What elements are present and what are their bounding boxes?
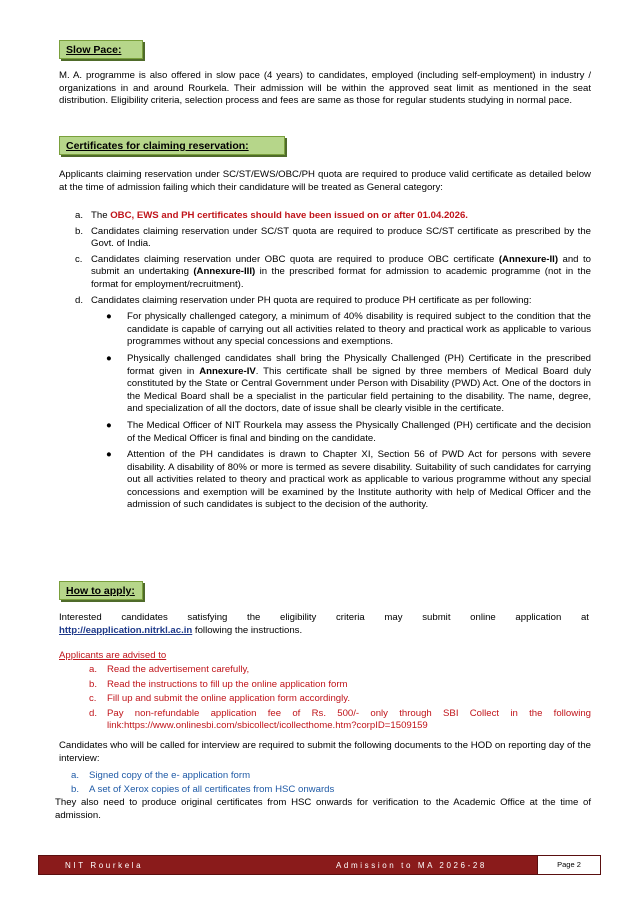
list-item [59, 664, 591, 677]
bullet-text: For physically challenged category, a minimum of 40% disability is required subject to the condition that the candidate is capable of carrying out all activities related to theory and practical work as applicable to various programmes without any special concessions and exemptions. [127, 311, 591, 348]
item-text: Candidates claiming reservation under SC/ST quota are required to produce SC/ST certificate as prescribed by the Govt. of India. [91, 225, 591, 250]
list-item [59, 226, 591, 251]
how-to-apply-intro [59, 612, 591, 637]
bullet-text: Attention of the PH candidates is drawn to Chapter XI, Section 56 of PWD Act for persons with severe disability. A disability of 80% or more is termed as severe disability. Suitability of such candidates for carrying out all activities related to theory and practical work as applicable to various programme without any special concessions and exemption will be examined by the Institute authority with help of Medical Officer and the admission of such candidates is subject to the decision of the authority. [127, 449, 591, 511]
list-marker: a. [71, 770, 80, 781]
item-text: in the prescribed format for admission to academic programme (not in the format for employment/recruitment). [91, 266, 591, 290]
item-text: Read the advertisement carefully, [107, 664, 250, 675]
certificates-list [59, 210, 591, 514]
certificates-heading: Certificates for claiming reservation: [59, 136, 285, 155]
bullet-item [59, 420, 591, 445]
list-marker: a. [89, 664, 98, 675]
list-marker: d. [75, 294, 84, 306]
interview-text: Candidates who will be called for interview are required to submit the following documents to the HOD on reporting day of the interview: [59, 740, 591, 764]
bullet-text: The Medical Officer of NIT Rourkela may assess the Physically Challenged (PH) certificate and the decision of the Medical Officer is final and binding on the candidate. [127, 419, 591, 444]
annexure-ref: (Annexure-III) [193, 266, 256, 278]
list-item [59, 679, 591, 692]
bullet-item [59, 449, 591, 512]
footer-institute: NIT Rourkela [65, 861, 144, 870]
application-link[interactable]: http://eapplication.nitrkl.ac.in [59, 624, 193, 636]
item-text: Pay non-refundable application fee of Rs. 500/- only through SBI Collect in the following link:https://www.onlinesbi.com/sbicollect/icollecthome.htm?corpID=1509159 [107, 707, 591, 732]
page-number: Page 2 [537, 856, 600, 874]
bullet-icon: ● [106, 352, 112, 364]
item-highlight: OBC, EWS and PH certificates should have been issued on or after 01.04.2026. [110, 210, 468, 221]
list-item [59, 295, 591, 308]
bullet-text: Physically challenged candidates shall bring the Physically Challenged (PH) Certificate in the prescribed format given in [127, 352, 591, 377]
slow-pace-heading: Slow Pace: [59, 40, 143, 59]
list-marker: b. [89, 678, 98, 690]
certificates-intro: Applicants claiming reservation under SC/ST/EWS/OBC/PH quota are required to produce valid certificate as detailed below at the time of admission failing which their candidature will be treated as General category: [59, 169, 591, 193]
bullet-item [59, 353, 591, 416]
bullet-item [59, 311, 591, 349]
list-marker: a. [75, 210, 84, 221]
list-item [59, 784, 591, 797]
closing-text: They also need to produce original certificates from HSC onwards for verification to the Academic Office at the time of admission. [55, 797, 591, 821]
annexure-ref: (Annexure-II) [498, 253, 559, 265]
bullet-text: . This certificate shall be signed by three members of Medical Board duly constituted by the State or Central Government under Person with Disability (PWD) Act. One of the doctors in the Medical Board shall be a specialist in the particular field pertaining to the disability. The name, degree, and specialization of all the doctors, date of issue shall be clearly visible in the certificate. [127, 365, 591, 415]
intro-text: following the instructions. [192, 624, 303, 636]
list-item [59, 254, 591, 292]
list-item [59, 210, 591, 223]
intro-text: Interested candidates satisfying the eligibility criteria may submit online application at [59, 612, 589, 623]
bullet-icon: ● [106, 311, 112, 323]
how-to-apply-heading: How to apply: [59, 581, 143, 600]
slow-pace-text: M. A. programme is also offered in slow pace (4 years) to candidates, employed (including self-employment) in industry / organizations in and around Rourkela. Their admission will be within the approved seat limit as mentioned in the seat distribution. Eligibility criteria, selection process and fees are same as those for regular students studying in normal pace. [59, 70, 591, 107]
advised-title: Applicants are advised to [59, 650, 167, 661]
item-text: Candidates claiming reservation under OBC quota are required to produce OBC certificate [91, 253, 499, 265]
page-footer [38, 855, 601, 875]
list-item [59, 693, 591, 706]
item-text: and to submit an undertaking [91, 253, 591, 278]
bullet-icon: ● [106, 419, 112, 431]
list-item [59, 708, 591, 733]
list-item [59, 770, 591, 783]
item-text: Candidates claiming reservation under PH quota are required to produce PH certificate as per following: [91, 294, 532, 306]
item-text: The [91, 210, 111, 221]
list-marker: b. [75, 225, 84, 237]
item-text: Fill up and submit the online application form accordingly. [107, 693, 350, 705]
item-text: Read the instructions to fill up the online application form [107, 678, 348, 690]
list-marker: b. [71, 783, 80, 795]
bullet-icon: ● [106, 449, 112, 461]
item-text: A set of Xerox copies of all certificates from HSC onwards [89, 783, 335, 795]
footer-title: Admission to MA 2026-28 [336, 861, 487, 870]
list-marker: d. [89, 707, 98, 719]
documents-list [59, 770, 591, 796]
advised-list [59, 664, 591, 733]
annexure-ref: Annexure-IV [199, 365, 256, 377]
item-text: Signed copy of the e- application form [89, 770, 251, 781]
list-marker: c. [89, 693, 97, 705]
list-marker: c. [75, 253, 83, 265]
